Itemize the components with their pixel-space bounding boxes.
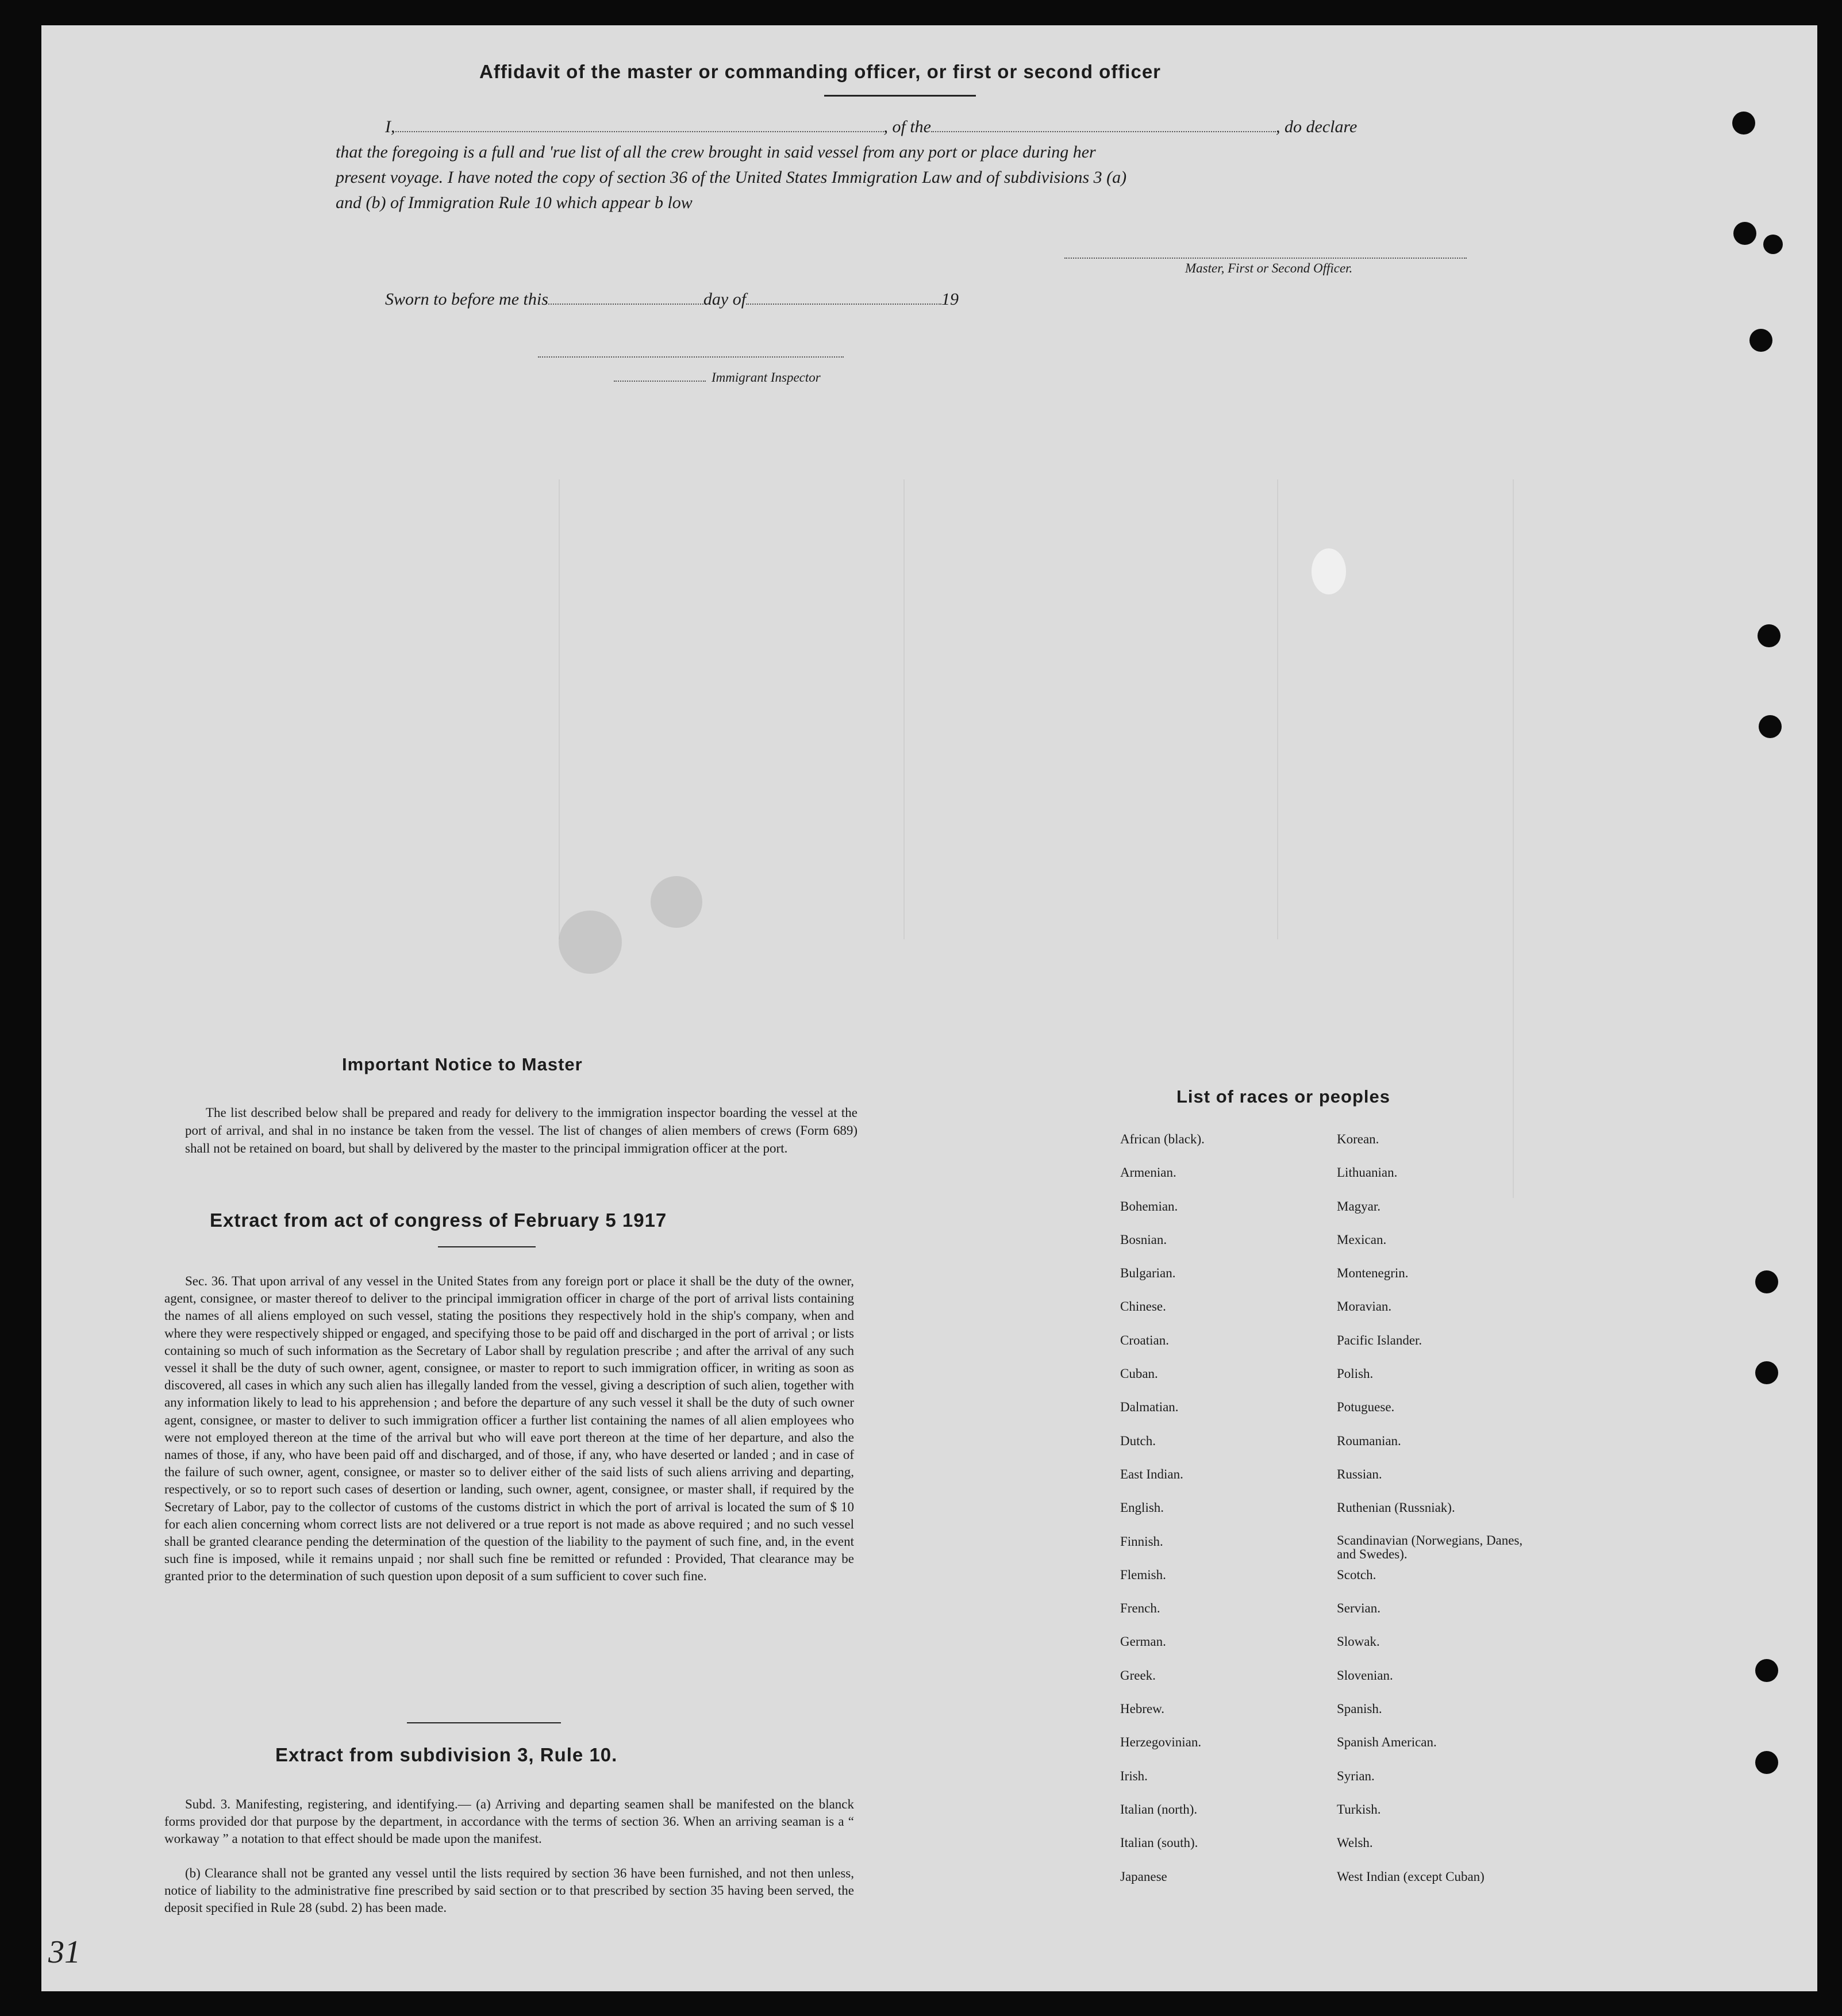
punch-hole <box>1749 329 1772 352</box>
sworn-year: 19 <box>941 290 959 309</box>
race-item: West Indian (except Cuban) <box>1337 1869 1485 1884</box>
punch-hole <box>1732 112 1755 135</box>
race-item: Spanish American. <box>1337 1735 1437 1750</box>
race-item: Scandinavian (Norwegians, Danes, and Swedes). <box>1337 1533 1523 1561</box>
race-item: East Indian. <box>1120 1466 1183 1481</box>
punch-hole <box>1755 1751 1778 1774</box>
race-item: Scotch. <box>1337 1567 1376 1582</box>
race-item: Slovenian. <box>1337 1668 1393 1683</box>
affidavit-declare-label: , do declare <box>1276 117 1358 136</box>
race-item: Herzegovinian. <box>1120 1735 1202 1750</box>
punch-hole <box>1755 1270 1778 1293</box>
affidavit-line-3: present voyage. I have noted the copy of section 36 of the United States Immigration Law and of subdivisions 3 (a) <box>336 168 1127 187</box>
race-item: Welsh. <box>1337 1835 1373 1850</box>
race-item: Bulgarian. <box>1120 1266 1176 1281</box>
race-item: Greek. <box>1120 1668 1156 1683</box>
signature-line[interactable] <box>1064 258 1467 259</box>
rule-para-b: (b) Clearance shall not be granted any vessel until the lists required by section 36 have been furnished, and not then unless, notice of liability to the administrative fine prescribed by said section or to that prescribed by section 35 having been served, the deposit specified in Rule 28 (subd. 2) has been made. <box>164 1866 854 1915</box>
race-item: Italian (south). <box>1120 1835 1198 1850</box>
name-field[interactable] <box>395 131 884 132</box>
divider-rule <box>438 1246 536 1247</box>
race-item: Croatian. <box>1120 1333 1169 1347</box>
race-item: Italian (north). <box>1120 1802 1198 1817</box>
race-item: Potuguese. <box>1337 1400 1395 1415</box>
race-item: Servian. <box>1337 1601 1381 1616</box>
race-item: Bosnian. <box>1120 1232 1167 1247</box>
stain-mark <box>1312 548 1346 594</box>
sworn-month-field[interactable] <box>746 304 941 305</box>
race-item: African (black). <box>1120 1132 1205 1146</box>
sworn-line <box>385 290 959 309</box>
race-item: Flemish. <box>1120 1567 1166 1582</box>
race-item: Slowak. <box>1337 1634 1380 1649</box>
punch-hole <box>1759 715 1782 738</box>
divider-rule <box>824 95 976 97</box>
act-title: Extract from act of congress of February 5 1917 <box>210 1209 667 1231</box>
race-item: German. <box>1120 1634 1166 1649</box>
punch-hole <box>1758 624 1781 647</box>
inspector-short-line <box>614 381 706 382</box>
stain-mark <box>559 911 622 974</box>
rule-title: Extract from subdivision 3, Rule 10. <box>275 1744 618 1765</box>
signature-label: Master, First or Second Officer. <box>1185 261 1353 275</box>
races-title: List of races or peoples <box>1176 1086 1390 1107</box>
vessel-field[interactable] <box>931 131 1276 132</box>
race-item: Magyar. <box>1337 1199 1381 1214</box>
divider-rule <box>407 1722 561 1723</box>
bleed-through <box>41 25 1817 1991</box>
affidavit-title: Affidavit of the master or commanding officer, or first or second officer <box>479 61 1162 82</box>
race-item: Russian. <box>1337 1466 1382 1481</box>
race-item: Dalmatian. <box>1120 1400 1179 1415</box>
affidavit-of-the-label: , of the <box>883 117 931 136</box>
affidavit-i-label: I, <box>385 117 395 136</box>
notice-text: The list described below shall be prepared and ready for delivery to the immigration inspector boarding the vessel at the port of arrival, and shal in no instance be taken from the vessel. The list of changes of alien members of crews (Form 689) shall not be retained on board, but shall by delivered by the master to the principal immigration officer at the port. <box>185 1105 857 1155</box>
race-item: Cuban. <box>1120 1366 1158 1381</box>
race-item: Turkish. <box>1337 1802 1381 1817</box>
race-item: Syrian. <box>1337 1768 1375 1783</box>
race-item: Irish. <box>1120 1768 1148 1783</box>
act-section-36-text: Sec. 36. That upon arrival of any vessel in the United States from any foreign port or place it shall be the duty of the owner, agent, consignee, or master thereof to deliver to the principal immigration officer in charge of the port of arrival lists containing the names of all aliens employed on such vessel, stating the positions they respectively hold in the ship's company, when and where they were respectively shipped or engaged, and specifying those to be paid off and discharged in the port of arrival ; or lists containing so much of such information as the Secretary of Labor shall by regulation prescribe ; and after the arrival of any such vessel it shall be the duty of such owner, agent, consignee, or master to report to such immigration officer, in writing as soon as discovered, all cases in which any such alien has illegally landed from the vessel, giving a description of such alien, together with any information likely to lead to his apprehension ; and before the departure of any such vessel it shall be the duty of such owner agent, consignee, or master to deliver to such immigration officer a further list containing the names of all alien employees who were not employed thereon at the time of the arrival but who will eave port thereon at the time of her departure, and also the names of those, if any, who have been paid off and discharged, and of those, if any, who have deserted or landed ; and in case of the failure of such owner, agent, consignee, or master so to deliver either of the said lists of such aliens arriving and departing, respectively, or so to report such cases of desertion or landing, such owner, agent, consignee, or master shall, if required by the Secretary of Labor, pay to the collector of customs of the customs district in which the port of arrival is located the sum of $ 10 for each alien concerning whom correct lists are not delivered or a true report is not made as above required ; and no such vessel shall be granted clearance pending the determination of the question of the liability to the payment of such fine, and, in the event such fine is imposed, while it remains unpaid ; nor shall such fine be remitted or refunded : Provided, That clearance may be granted prior to the determination of such question upon deposit of a sum sufficient to cover such fine. <box>164 1274 854 1584</box>
race-item: Chinese. <box>1120 1299 1166 1314</box>
affidavit-line-4: and (b) of Immigration Rule 10 which appear b low <box>336 193 693 212</box>
inspector-signature-line[interactable] <box>538 356 844 358</box>
race-item: Armenian. <box>1120 1165 1176 1180</box>
race-item: Polish. <box>1337 1366 1374 1381</box>
race-item: Montenegrin. <box>1337 1266 1409 1281</box>
race-item: Hebrew. <box>1120 1702 1165 1717</box>
sworn-prefix: Sworn to before me this <box>385 290 548 309</box>
race-item: Korean. <box>1337 1132 1379 1146</box>
race-item: French. <box>1120 1601 1160 1616</box>
race-item: Spanish. <box>1337 1702 1382 1717</box>
punch-hole <box>1755 1659 1778 1682</box>
sworn-day-of: day of <box>703 290 747 309</box>
affidavit-line-1 <box>385 117 1357 137</box>
notice-title: Important Notice to Master <box>342 1054 583 1074</box>
races-column-1 <box>1120 1131 1205 1902</box>
punch-hole <box>1763 235 1783 254</box>
affidavit-line-2: that the foregoing is a full and 'rue list of all the crew brought in said vessel from any port or place during her <box>336 143 1096 162</box>
punch-hole <box>1733 222 1756 245</box>
races-column-2 <box>1337 1131 1526 1902</box>
form-page <box>41 25 1817 1991</box>
race-item: Pacific Islander. <box>1337 1333 1422 1347</box>
punch-hole <box>1755 1361 1778 1384</box>
margin-mark: 31 <box>48 1934 80 1970</box>
race-item: Dutch. <box>1120 1433 1156 1448</box>
inspector-label: Immigrant Inspector <box>712 370 821 385</box>
race-item: Japanese <box>1120 1869 1167 1884</box>
rule-para-a: Subd. 3. Manifesting, registering, and identifying.— (a) Arriving and departing seamen shall be manifested on the blanck forms provided dor that purpose by the department, in accordance with the terms of section 36. When an arriving seaman is a “ workaway ” a notation to that effect should be made upon the manifest. <box>164 1797 854 1846</box>
race-item: Finnish. <box>1120 1534 1163 1549</box>
race-item: English. <box>1120 1500 1164 1515</box>
race-item: Bohemian. <box>1120 1199 1178 1214</box>
stain-mark <box>651 876 702 928</box>
race-item: Lithuanian. <box>1337 1165 1398 1180</box>
race-item: Moravian. <box>1337 1299 1392 1314</box>
race-item: Ruthenian (Russniak). <box>1337 1500 1455 1515</box>
race-item: Roumanian. <box>1337 1433 1401 1448</box>
sworn-day-field[interactable] <box>548 304 703 305</box>
race-item: Mexican. <box>1337 1232 1387 1247</box>
